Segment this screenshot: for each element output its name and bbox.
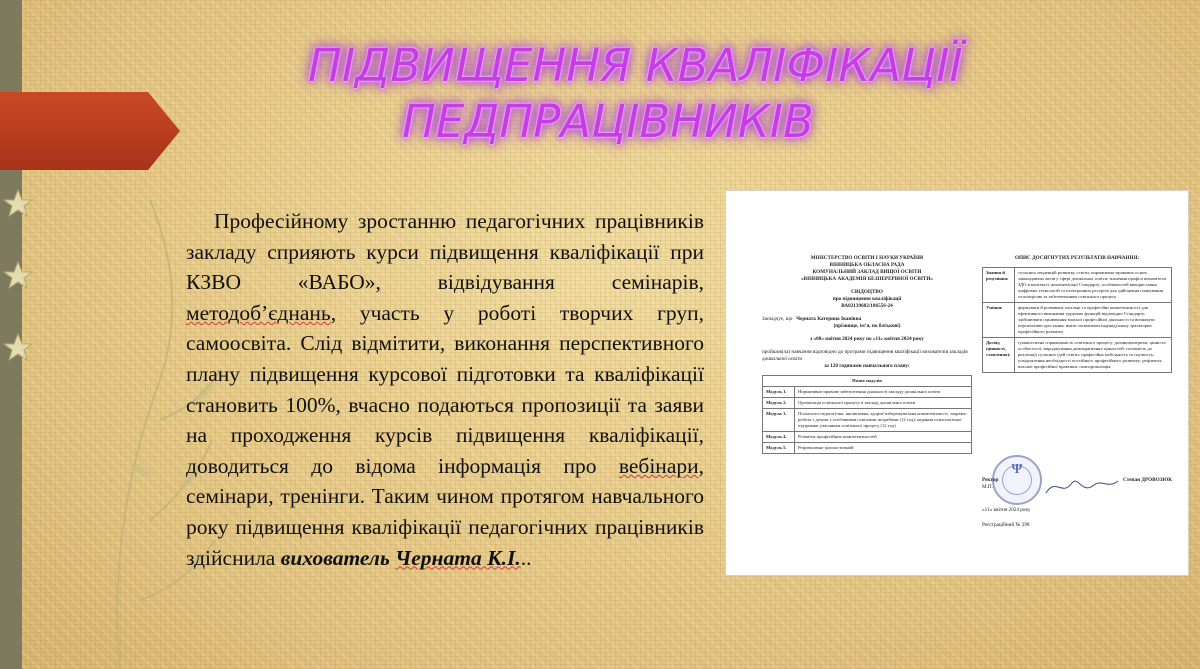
cert-certifies-label: Засвідчує, що [762, 316, 793, 322]
table-row [763, 409, 972, 432]
table-row [763, 443, 972, 454]
module-name: Модуль 3. [763, 409, 795, 432]
module-text: Психолого-педагогічна, інклюзивна, здоров’язбережувальна компетентності, зокрема: робота з дітьми з особливими освітніми потребами (12 год); надання психологічної підтримки учасникам освітнього процесу (12 год) [795, 409, 972, 432]
module-text: Організація освітнього процесу в закладі дошкільної освіти [795, 398, 972, 409]
certificate-footer [982, 477, 1172, 529]
paragraph-text-3: , семінари, тренінги. Таким чином протягом навчального року підвищення кваліфікації педагогічних працівників здійснила [186, 453, 704, 570]
mp-label: М.П. [982, 484, 993, 490]
certificate-right-column [982, 255, 1172, 373]
cert-academy: «ВІННИЦЬКА АКАДЕМІЯ БЕЗПЕРЕРВНОЇ ОСВІТИ» [801, 276, 933, 282]
issue-date: «11» квітня 2024 року [982, 507, 1031, 513]
cert-institution: КОМУНАЛЬНИЙ ЗАКЛАД ВИЩОЇ ОСВІТИ [812, 269, 922, 275]
table-row [983, 303, 1172, 338]
module-name: Модуль 1. [763, 387, 795, 398]
cert-subtitle: про підвищення кваліфікації [832, 296, 902, 302]
spellcheck-word-1: методоб’єднань [186, 300, 331, 325]
cert-title: СВІДОЦТВО [851, 289, 883, 295]
module-text: Рефлексивно-діагностичний [795, 443, 972, 454]
certificate-image [725, 190, 1189, 576]
module-name: Модуль 4. [763, 432, 795, 443]
cert-person-note: (прізвище, ім’я, по батькові) [833, 323, 901, 329]
cert-person-row [762, 316, 972, 323]
paragraph-text-2: , участь у роботі творчих груп, самоосвіта. Слід відмітити, виконання перспективного плану підвищення курсової підготовки та кваліфікації становить 100%, вчасно подаються пропозиції та заяви на проходження курсів підвищення кваліфікації, доводиться до відома інформація про [186, 300, 704, 478]
modules-header: Назва модулів [763, 376, 972, 387]
paragraph-text-1: Професійному зростанню педагогічних працівників закладу сприяють курси підвищення кваліфікації при КЗВО «ВАБО», відвідування семінарів, [186, 209, 704, 295]
cert-person: Черната Катерина Іванівна [796, 316, 862, 322]
cert-passed: пройшов(ла) навчання відповідно до програми підвищення кваліфікації вихователів закладів дошкільної освіти [762, 349, 968, 362]
module-text: Розвиток професійних компетентностей [795, 432, 972, 443]
cert-dates: з «08» квітня 2024 року по «11» квітня 2024 року [810, 336, 924, 342]
rector-row [982, 477, 1172, 484]
rector-label: Ректор [982, 477, 999, 483]
module-name: Модуль 2. [763, 398, 795, 409]
result-key: Знання й розуміння: [983, 268, 1015, 303]
module-name: Модуль 5. [763, 443, 795, 454]
spellcheck-word-2: вебінари [618, 453, 699, 478]
result-text: сучасних тенденцій розвитку освіти; нормативно-правових основ, законодавчих актів у сфері дошкільної освіти; значення профілі вихователя ЗДО в контексті імплементації Стандарту; особливостей використання цифрових технологій та електронних ресурсів для здійснення планування та контролю за забезпеченням освітнього процесу [1015, 268, 1172, 303]
result-key: Уміння: [983, 303, 1015, 338]
certificate-left-column [762, 255, 972, 454]
result-text: гуманістична спрямованість освітнього процесу; дитиноцентризм, цінність особистості, вироджування демократичних цінностей; готовність до реалізації сучасних ідей освіти; професійна мобільність та гнучкість; усвідомлення необхідності постійного професійного розвитку; рефлексія власної професійної практики, самоорганізація [1015, 338, 1172, 373]
reg-number: Реєстраційний № 298 [982, 522, 1030, 528]
cert-results-title: ОПИС ДОСЯГНУТИХ РЕЗУЛЬТАТІВ НАВЧАННЯ: [1014, 255, 1140, 261]
slide-title [290, 38, 970, 150]
results-table [982, 267, 1172, 373]
cert-hours: за 120 годинами навчального плану: [824, 363, 910, 369]
cert-number: ВА02139682/106556-24 [841, 303, 893, 309]
title-line-1: ПІДВИЩЕННЯ КВАЛІФІКАЦІЇ [308, 39, 963, 92]
rector-name: Степан ДРОВОЗЮК [1123, 477, 1172, 483]
table-row [763, 398, 972, 409]
main-paragraph [186, 206, 704, 573]
teacher-name: Черната К.І. [395, 545, 521, 570]
title-line-2: ПЕДПРАЦІВНИКІВ [402, 95, 814, 148]
table-row [983, 338, 1172, 373]
table-row [763, 432, 972, 443]
cert-council: ВІННИЦЬКА ОБЛАСНА РАДА [829, 262, 905, 268]
module-text: Нормативно-правове забезпечення діяльності закладу дошкільної освіти [795, 387, 972, 398]
teacher-role: вихователь [280, 545, 390, 570]
table-row [763, 387, 972, 398]
result-key: Досвід (цінності, ставлення): [983, 338, 1015, 373]
result-text: формувати й розвивати загальні та професійні компетентності для ефективного виконання трудових функцій відповідно Стандарту; здійснювати оцінювання власної професійної діяльності та визначати перспективи зростання; вміти засвоювати індивідуальну траєкторію професійного розвитку [1015, 303, 1172, 338]
table-row [983, 268, 1172, 303]
paragraph-end: .. [520, 545, 532, 570]
modules-table [762, 375, 972, 454]
trident-icon: Ψ [1011, 462, 1023, 477]
cert-ministry: МІНІСТЕРСТВО ОСВІТИ І НАУКИ УКРАЇНИ [810, 255, 924, 261]
